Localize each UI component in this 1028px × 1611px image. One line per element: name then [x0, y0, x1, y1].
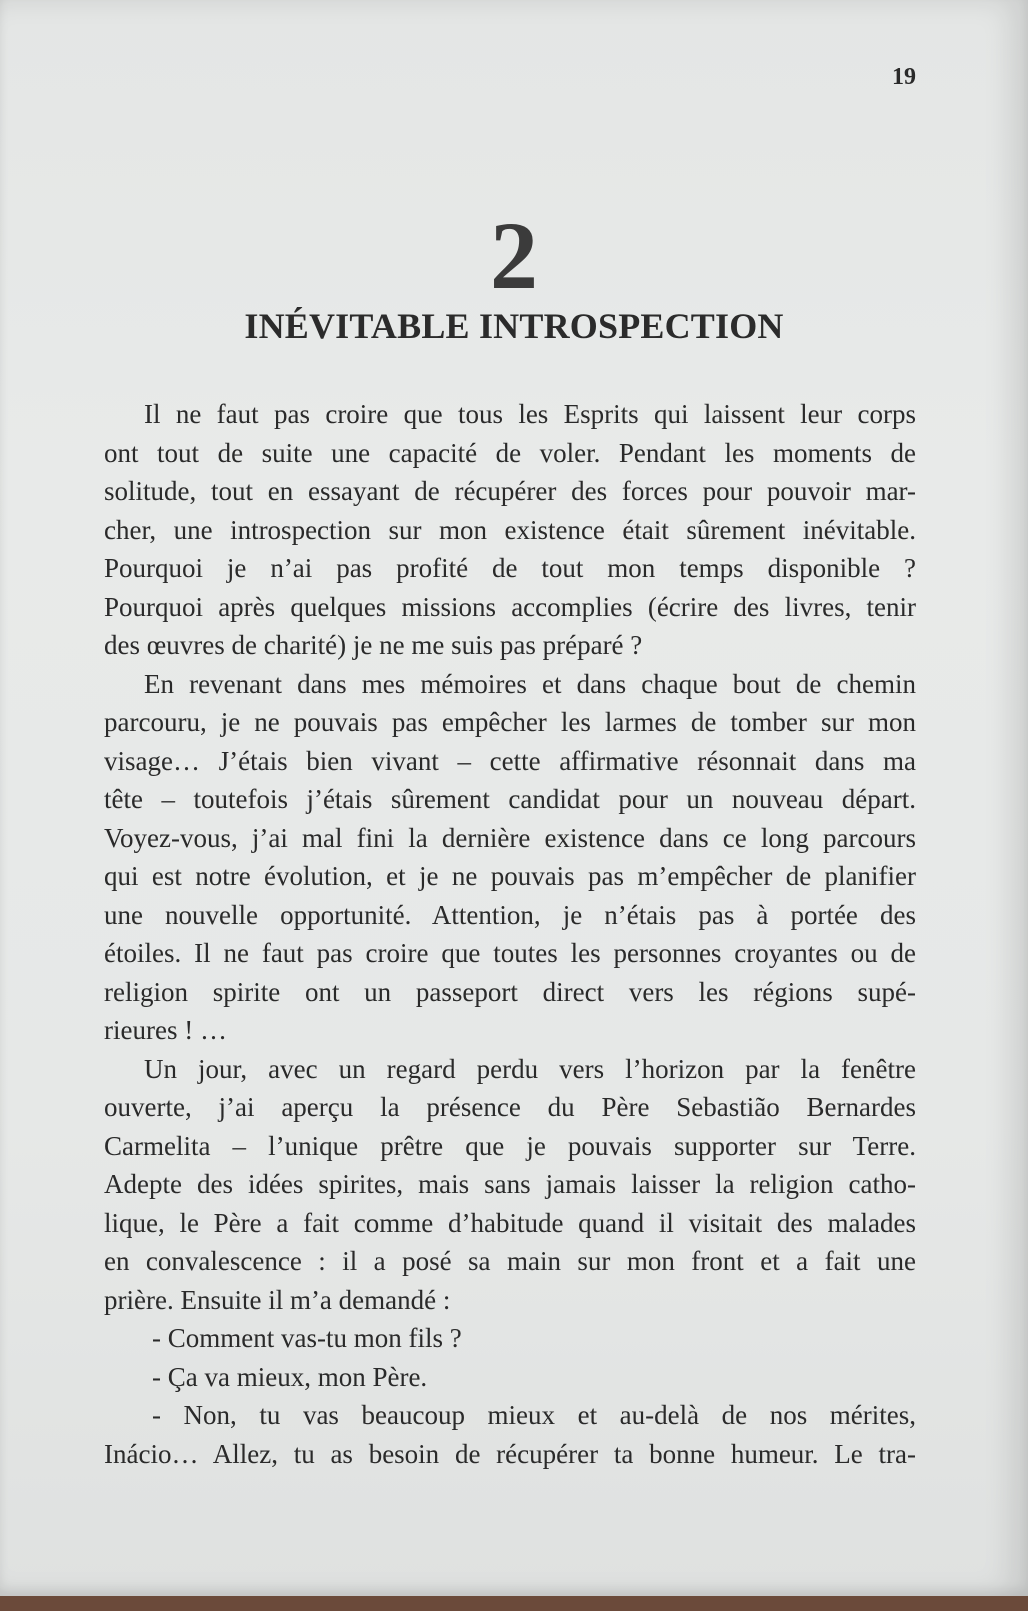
text-line: rieures ! …	[104, 1015, 227, 1045]
text-line: cher, une introspection sur mon existence était sûrement inévitable.	[104, 514, 916, 545]
text-line: Adepte des idées spirites, mais sans jamais laisser la religion catho-	[104, 1169, 916, 1199]
text-line: Carmelita – l’unique prêtre que je pouvais supporter sur Terre.	[104, 1130, 916, 1161]
text-line: solitude, tout en essayant de récupérer des forces pour pouvoir mar-	[104, 476, 916, 506]
text-line: prière. Ensuite il m’a demandé :	[104, 1284, 451, 1315]
chapter-title: INÉVITABLE INTROSPECTION	[244, 306, 784, 346]
text-line: Il ne faut pas croire que tous les Esprits qui laissent leur corps	[144, 399, 916, 429]
body-text	[104, 395, 916, 1473]
page-number: 19	[892, 64, 916, 90]
text-line: lique, le Père a fait comme d’habitude quand il visitait des malades	[104, 1207, 916, 1238]
text-line: Pourquoi je n’ai pas profité de tout mon temps disponible ?	[104, 553, 916, 583]
text-line: une nouvelle opportunité. Attention, je n’étais pas à portée des	[104, 899, 916, 930]
text-line: ouverte, j’ai aperçu la présence du Père Sebastião Bernardes	[104, 1092, 916, 1122]
dialogue-line: - Ça va mieux, mon Père.	[152, 1361, 428, 1392]
text-line: Pourquoi après quelques missions accomplies (écrire des livres, tenir	[104, 591, 916, 622]
text-line: en convalescence : il a posé sa main sur mon front et a fait une	[104, 1246, 916, 1276]
text-line: Un jour, avec un regard perdu vers l’horizon par la fenêtre	[144, 1053, 916, 1084]
text-line: visage… J’étais bien vivant – cette affirmative résonnait dans ma	[104, 745, 916, 776]
text-line: ont tout de suite une capacité de voler. Pendant les moments de	[104, 437, 916, 468]
dialogue-line: - Non, tu vas beaucoup mieux et au-delà de nos mérites,	[152, 1400, 916, 1430]
text-line: Voyez-vous, j’ai mal fini la dernière existence dans ce long parcours	[104, 822, 916, 853]
text-line: religion spirite ont un passeport direct vers les régions supé-	[104, 976, 916, 1007]
dialogue-line: - Comment vas-tu mon fils ?	[152, 1323, 462, 1353]
text-line: En revenant dans mes mémoires et dans chaque bout de chemin	[144, 668, 916, 699]
text-line: étoiles. Il ne faut pas croire que toutes les personnes croyantes ou de	[104, 938, 916, 968]
text-line: Inácio… Allez, tu as besoin de récupérer ta bonne humeur. Le tra-	[104, 1438, 916, 1469]
text-line: tête – toutefois j’étais sûrement candidat pour un nouveau départ.	[104, 784, 916, 814]
chapter-number: 2	[490, 202, 538, 309]
text-line: qui est notre évolution, et je ne pouvais pas m’empêcher de planifier	[104, 861, 916, 891]
text-line: parcouru, je ne pouvais pas empêcher les larmes de tomber sur mon	[104, 707, 916, 737]
text-line: des œuvres de charité) je ne me suis pas préparé ?	[104, 630, 643, 660]
